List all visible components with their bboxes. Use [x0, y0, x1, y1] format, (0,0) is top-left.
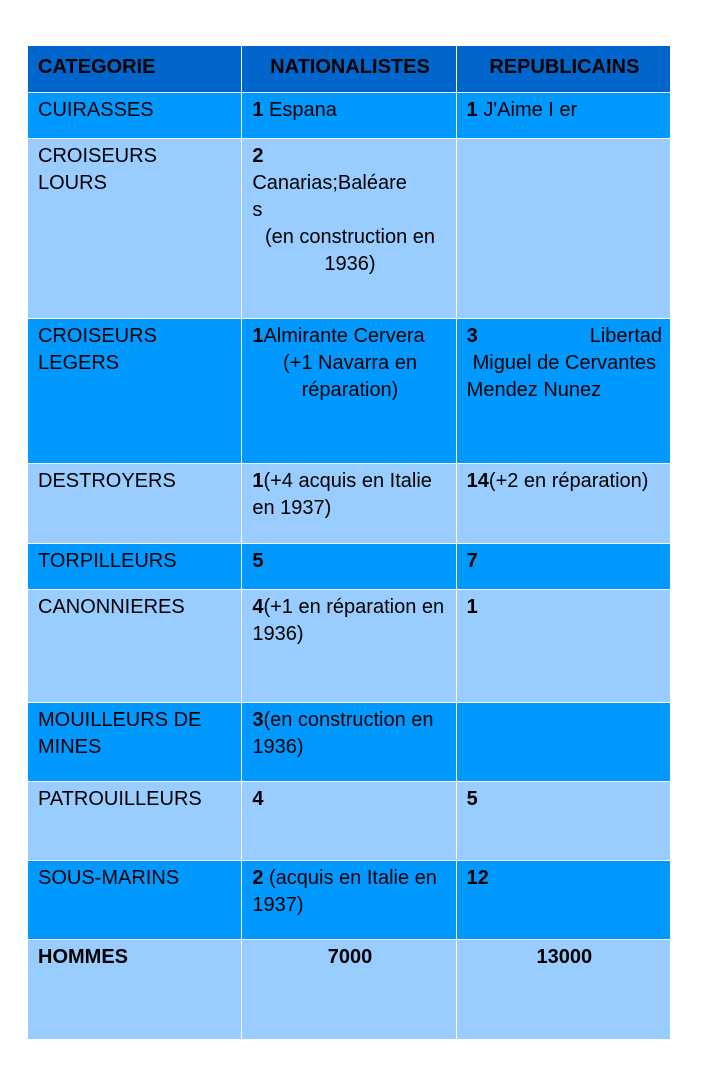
category-cell: SOUS-MARINS [28, 861, 242, 940]
count: 5 [466, 788, 478, 810]
detail-line: (+1 Navarra en réparation) [283, 352, 417, 401]
category-cell: HOMMES [28, 940, 242, 1040]
count: 3 [252, 709, 264, 731]
detail-line: Mendez Nunez [466, 379, 602, 401]
category-cell: MOUILLEURS DE MINES [28, 703, 242, 782]
count: 2 [252, 145, 264, 167]
count: 14 [466, 470, 489, 492]
nationalists-cell [242, 544, 456, 590]
table-row [28, 139, 671, 319]
republicans-cell [456, 544, 670, 590]
table-row [28, 544, 671, 590]
detail-line: (en construction en 1936) [264, 226, 436, 275]
table-row-total [28, 940, 671, 1040]
count: 3 [466, 325, 478, 347]
count: 4 [252, 788, 264, 810]
detail: Espana [263, 99, 337, 121]
category-cell: CROISEURS LOURS [28, 139, 242, 319]
detail-line: s [252, 199, 263, 221]
nationalists-cell [242, 93, 456, 139]
count: 12 [466, 867, 489, 889]
table-row [28, 590, 671, 703]
republicans-cell: 13000 [456, 940, 670, 1040]
nationalists-cell [242, 703, 456, 782]
detail: J'Aime I er [477, 99, 578, 121]
table-row [28, 782, 671, 861]
table-row [28, 93, 671, 139]
nationalists-cell [242, 464, 456, 544]
nationalists-cell [242, 590, 456, 703]
table-row [28, 703, 671, 782]
detail: (+1 en réparation en 1936) [252, 596, 445, 645]
fleet-comparison-table [27, 45, 671, 1040]
nationalists-cell [242, 319, 456, 464]
count: 1 [252, 99, 264, 121]
nationalists-cell [242, 139, 456, 319]
category-cell: CUIRASSES [28, 93, 242, 139]
category-cell: TORPILLEURS [28, 544, 242, 590]
category-cell: CROISEURS LEGERS [28, 319, 242, 464]
count: 5 [252, 550, 264, 572]
nationalists-cell [242, 861, 456, 940]
detail: (+2 en réparation) [488, 470, 649, 492]
detail: (en construction en 1936) [252, 709, 434, 758]
category-cell: CANONNIERES [28, 590, 242, 703]
count: 2 [252, 867, 264, 889]
count: 7 [466, 550, 478, 572]
detail: (acquis en Italie en 1937) [252, 867, 437, 916]
nationalists-cell [242, 782, 456, 861]
table-row [28, 861, 671, 940]
republicans-cell [456, 139, 670, 319]
detail-line: Miguel de Cervantes [472, 352, 657, 374]
detail: Almirante Cervera [263, 325, 425, 347]
header-republicans: REPUBLICAINS [456, 46, 670, 93]
republicans-cell [456, 93, 670, 139]
header-category: CATEGORIE [28, 46, 242, 93]
count: 4 [252, 596, 264, 618]
republicans-cell [456, 782, 670, 861]
republicans-cell [456, 464, 670, 544]
count: 1 [466, 596, 478, 618]
republicans-cell [456, 319, 670, 464]
detail-line: Canarias;Baléare [252, 172, 407, 194]
detail-line: Libertad [589, 325, 662, 347]
table-row [28, 319, 671, 464]
header-nationalists: NATIONALISTES [242, 46, 456, 93]
category-cell: PATROUILLEURS [28, 782, 242, 861]
republicans-cell [456, 703, 670, 782]
republicans-cell [456, 861, 670, 940]
republicans-cell [456, 590, 670, 703]
nationalists-cell: 7000 [242, 940, 456, 1040]
count: 1 [466, 99, 478, 121]
table-header-row [28, 46, 671, 93]
count: 1 [252, 325, 264, 347]
detail: (+4 acquis en Italie en 1937) [252, 470, 432, 519]
category-cell: DESTROYERS [28, 464, 242, 544]
table-row [28, 464, 671, 544]
count: 1 [252, 470, 264, 492]
